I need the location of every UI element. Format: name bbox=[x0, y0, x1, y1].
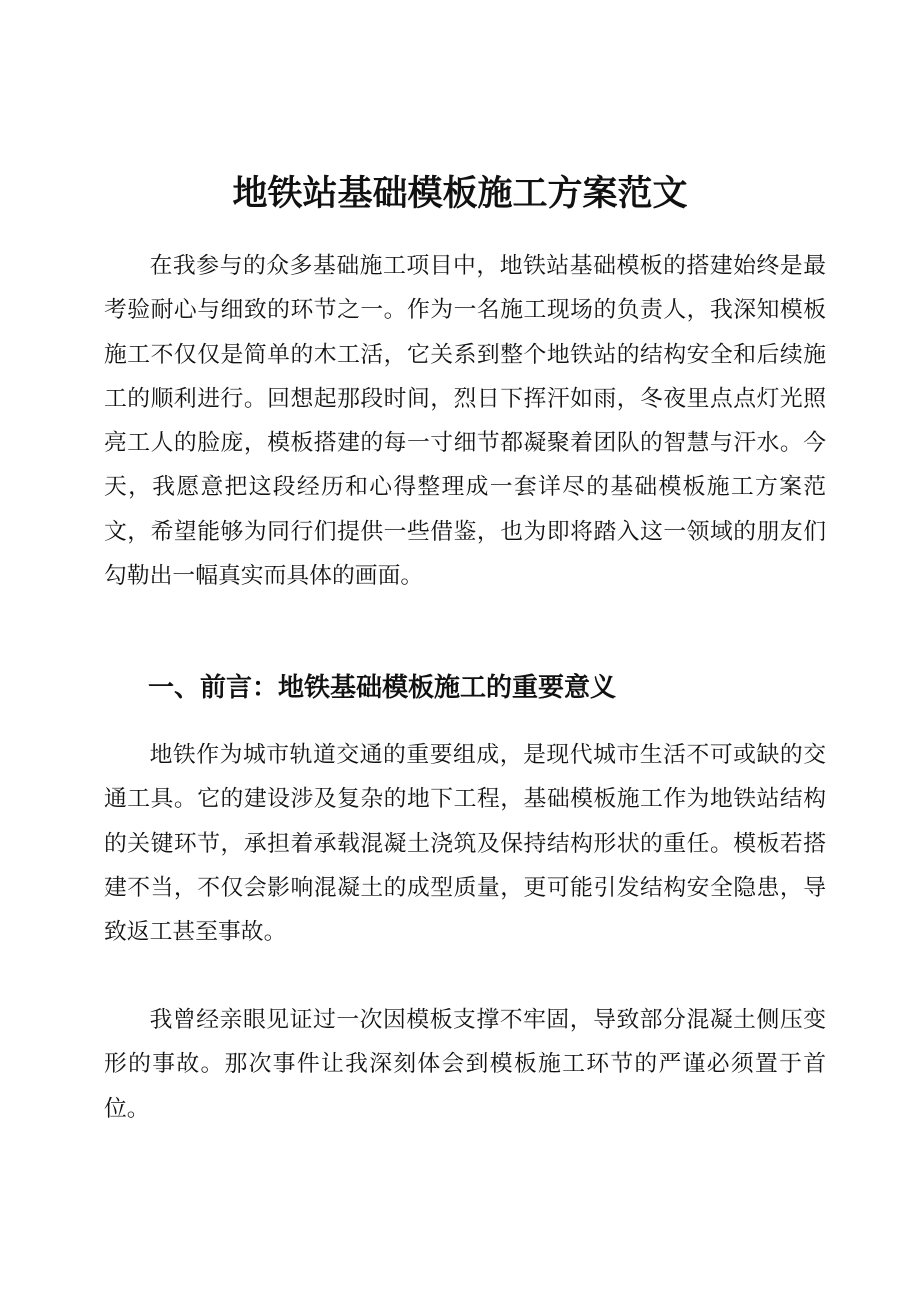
section-heading-preface: 一、前言：地铁基础模板施工的重要意义 bbox=[148, 673, 617, 703]
document-title: 地铁站基础模板施工方案范文 bbox=[232, 174, 688, 214]
section-paragraph-accident: 我曾经亲眼见证过一次因模板支撑不牢固，导致部分混凝土侧压变形的事故。那次事件让我深刻体会到模板施工环节的严谨必须置于首位。 bbox=[104, 1007, 826, 1122]
intro-paragraph: 在我参与的众多基础施工项目中，地铁站基础模板的搭建始终是最考验耐心与细致的环节之一。作为一名施工现场的负责人，我深知模板施工不仅仅是简单的木工活，它关系到整个地铁站的结构安全和后续施工的顺利进行。回想起那段时间，烈日下挥汗如雨，冬夜里点点灯光照亮工人的脸庞，模板搭建的每一寸细节都凝聚着团队的智慧与汗水。今天，我愿意把这段经历和心得整理成一套详尽的基础模板施工方案范文，希望能够为同行们提供一些借鉴，也为即将踏入这一领域的朋友们勾勒出一幅真实而具体的画面。 bbox=[104, 253, 826, 590]
section-paragraph-importance: 地铁作为城市轨道交通的重要组成，是现代城市生活不可或缺的交通工具。它的建设涉及复杂的地下工程，基础模板施工作为地铁站结构的关键环节，承担着承载混凝土浇筑及保持结构形状的重任。模板若搭建不当，不仅会影响混凝土的成型质量，更可能引发结构安全隐患，导致返工甚至事故。 bbox=[104, 742, 826, 946]
